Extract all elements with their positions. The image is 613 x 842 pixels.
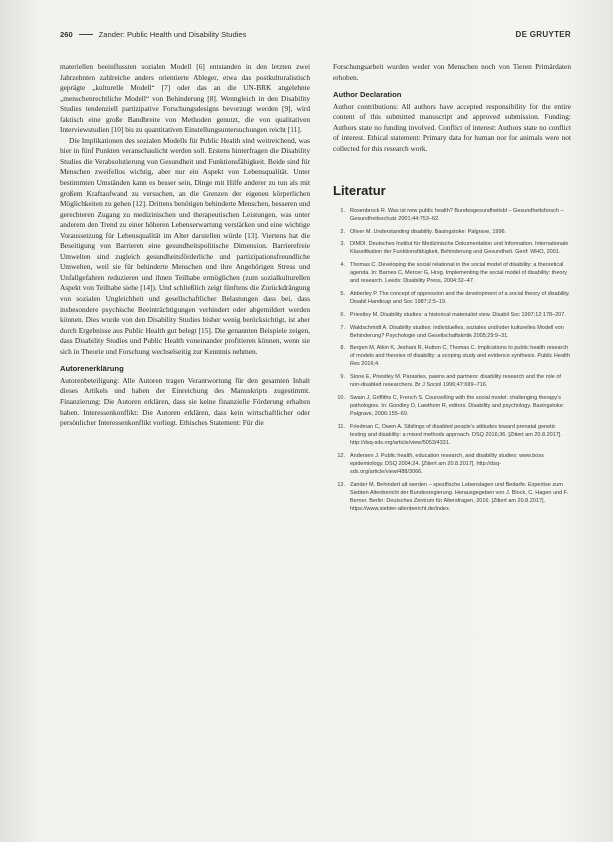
page-number: 260 <box>60 29 73 39</box>
reference-number: 7. <box>340 324 345 331</box>
reference-item <box>333 394 571 418</box>
header-rule <box>79 34 93 35</box>
reference-text: Swain J, Griffiths C, French S. Counselling with the social model: challenging therapy’s pathologies. In: Goodley D, Lawthom R, editors. Disability and psychology. Basingstoke: Palgrave, 2006:155–69. <box>350 394 565 418</box>
reference-number: 13. <box>337 481 345 488</box>
reference-text: Rosenbrock R. Was ist new public health? Bundesgesundheitsbl – Gesundheitsforsch – Gesundheitsschutz 2001;44:753–62. <box>350 207 564 223</box>
body-paragraph: materiellen beeinflussten sozialen Modell [6] entstanden in den letzten zwei Jahrzehnten zahlreiche anders orientierte Ableger, etwa das postkulturalistisch geprägte „kulturelle Modell“ [7] oder das an die UN-BRK angelehnte „menschenrechtliche Modell“ von Behinderung [8]. Wenngleich in den Disability Studies tendenziell partizipative Forschungsdesigns bevorzugt werden [9], wird faktisch eine große Bandbreite von Methoden genutzt, die von qualitativen Interviewstudien [10] bis zu quantitativen Einstellungsuntersuchungen reicht [11]. <box>60 62 310 135</box>
publisher-logo: DE GRUYTER <box>515 29 571 39</box>
reference-number: 8. <box>340 345 345 352</box>
right-column <box>333 62 571 518</box>
literature-heading: Literatur <box>333 183 386 199</box>
reference-item <box>333 324 571 340</box>
reference-text: Andersen J. Public health, education research, and disability studies: www.boss epidemiology. DSQ 2004;24. [Zitiert am 20.8.2017]. http://dsq-sds.org/article/view/488/3066. <box>350 452 544 475</box>
reference-text: Priestley M. Disability studies: a historical materialist view. Disabil Soc 1997;12:178–207. <box>350 311 566 318</box>
reference-text: Abberley P. The concept of oppression and the development of a social theory of disability. Disabil Handicap and Soc 1987;2:5–19. <box>350 291 570 306</box>
author-declaration-en-text: Author contributions: All authors have accepted responsibility for the entire content of this submitted manuscript and approved submission. Funding: Authors state no funding involved. Conflict of interest: Authors state no conflict of interest. Ethical statement: Primary data for human nor for animals were not collected for this research work. <box>333 101 571 153</box>
reference-list <box>333 207 571 513</box>
reference-item <box>333 311 571 319</box>
reference-number: 6. <box>340 311 345 318</box>
reference-text: Stone E, Priestley M. Parasites, pawns and partners: disability research and the role of non-disabled researchers. Br J Sociol 1996;47:699–716. <box>350 374 561 389</box>
reference-number: 1. <box>340 207 345 214</box>
reference-text: Thomas C. Developing the social relational in the social model of disability: a theoretical agenda. In: Barnes C, Mercer G, Hrsg. Implementing the social model of disability: theory and research. Leeds: Disability Press, 2004:32–47. <box>350 262 568 285</box>
reference-number: 2. <box>340 228 345 235</box>
reference-number: 4. <box>340 262 345 269</box>
author-declaration-heading: Autorenerklärung <box>60 364 124 374</box>
reference-item <box>333 344 571 368</box>
reference-item <box>333 261 571 285</box>
reference-number: 9. <box>340 374 345 381</box>
reference-item <box>333 240 571 256</box>
reference-number: 11. <box>337 423 345 430</box>
author-declaration-text: Autorenbeteiligung: Alle Autoren tragen Verantwortung für den gesamten Inhalt dieses Artikels und haben der Einreichung des Manuskripts zugestimmt. Finanzierung: Die Autoren erklären, dass sie keine finanzielle Förderung erhalten haben. Interessenkonflikt: Die Autoren erklären, dass kein wirtschaftlicher oder persönlicher Interessenkonflikt vorliegt. Ethisches Statement: Für die <box>60 375 310 428</box>
reference-item <box>333 207 571 223</box>
reference-item <box>333 228 571 236</box>
reference-text: DIMDI. Deutsches Institut für Medizinische Dokumentation und Information. Internationale Klassifikation der Funktionsfähigkeit, Behinderung und Gesundheit. Genf: WHO, 2001. <box>350 241 569 256</box>
continued-paragraph: Forschungsarbeit wurden weder von Menschen noch von Tieren Primärdaten erhoben. <box>333 62 571 82</box>
running-header <box>60 27 571 41</box>
left-column <box>60 62 310 429</box>
author-declaration-en-heading: Author Declaration <box>333 90 402 100</box>
reference-number: 3. <box>340 241 345 248</box>
reference-text: Waldschmidt A. Disability studies: individuelles, soziales und/oder kulturelles Modell von Behinderung? Psychologie und Gesellschaftskritik 2005;29:9–31. <box>350 324 564 339</box>
reference-number: 12. <box>337 452 345 459</box>
running-title: Zander: Public Health und Disability Studies <box>98 29 247 39</box>
reference-item <box>333 481 571 513</box>
reference-text: Friedman C, Owen A. Sibilings of disabled people’s attitudes toward prenatal genetic testing and disability: a mixed methods approach. DSQ 2016;36. [Zitiert am 20.8.2017]. http://dsq-sds.org/article/view/5053/4331. <box>350 423 562 447</box>
reference-item <box>333 373 571 389</box>
body-paragraph: Die Implikationen des sozialen Modells für Public Health sind weitreichend, was hier in fünf Punkten veranschaulicht werden soll. Erstens hinterfragen die Disability Studies die Verabsolutierung von Gesundheit und Funktionsfähigkeit. Beide sind für Menschen zweifellos wichtig, aber nur ein Aspekt von Lebensqualität. Unter bestimmten Umständen kann es besser sein, Dinge mit Hilfe anderer zu tun als mit großem Kraftaufwand zu versuchen, an die Grenzen der eigenen körperlichen Möglichkeiten zu gehen [12]. Drittens benötigen behinderte Menschen, besseren und gerechteren Zugang zu medizinischen und therapeutischen Leistungen, was unter anderem den Trend zu einer höheren Lebenserwartung verstärken und eine wichtige Voraussetzung für Lebensqualität im Alter darstellen würde [13]. Viertens hat die Beseitigung von Barrieren eine gesundheitspolitische Dimension. Barrierefreie Umwelten sind zugleich gesundheitsförderliche und partizipationsfreundliche Umwelten, weil sie für behinderte Menschen und ihre Angehörigen Stress und Unfallgefahren reduzieren und ihnen Teilhabe ermöglichen (zum sozialkulturellen Aspekt von Teilhabe siehe [14]). Und schließlich zeigt fünftens die Zurückdrängung von sozialen Ungleichheit und gesellschaftlicher Belastungen dass bei, dass insbesondere psychische Beeinträchtigungen verhindert oder abgemildert werden können. Dies wurde von den Disability Studies bisher wenig berücksichtigt, ist aber durch Ergebnisse aus Public Health gut belegt [15]. Die genannten Beispiele zeigen, dass Disability Studies und Public Health voneinander profitieren können, wenn sie sich in Theorie und Forschung wechselseitig zur Kenntnis nehmen. <box>60 135 310 356</box>
reference-item <box>333 423 571 447</box>
reference-text: Zander M. Behindert alt werden – spezifische Lebenslagen und Bedarfe. Expertise zum Siebten Altenbericht der Bundesregierung. Herausgegeben von J. Block, C. Hagen und F. Berner. Berlin: Deutsches Zentrum für Altersfragen, 2016. [Zitiert am 20.8.2017]. https://www.siebter-altenbericht.de/index. <box>350 481 568 512</box>
reference-item <box>333 290 571 306</box>
reference-number: 5. <box>340 291 345 298</box>
reference-text: Bergen M, Atkin K, Jeshani R, Hutton C, Thomas C. Implications to public health research of models and theories of disability: a scoping study and evidence synthesis. Public Health Res 2016;4. <box>350 345 570 368</box>
reference-text: Oliver M. Understanding disability. Basingstoke: Palgrave, 1996. <box>350 228 507 235</box>
reference-item <box>333 452 571 476</box>
reference-number: 10. <box>337 394 345 401</box>
